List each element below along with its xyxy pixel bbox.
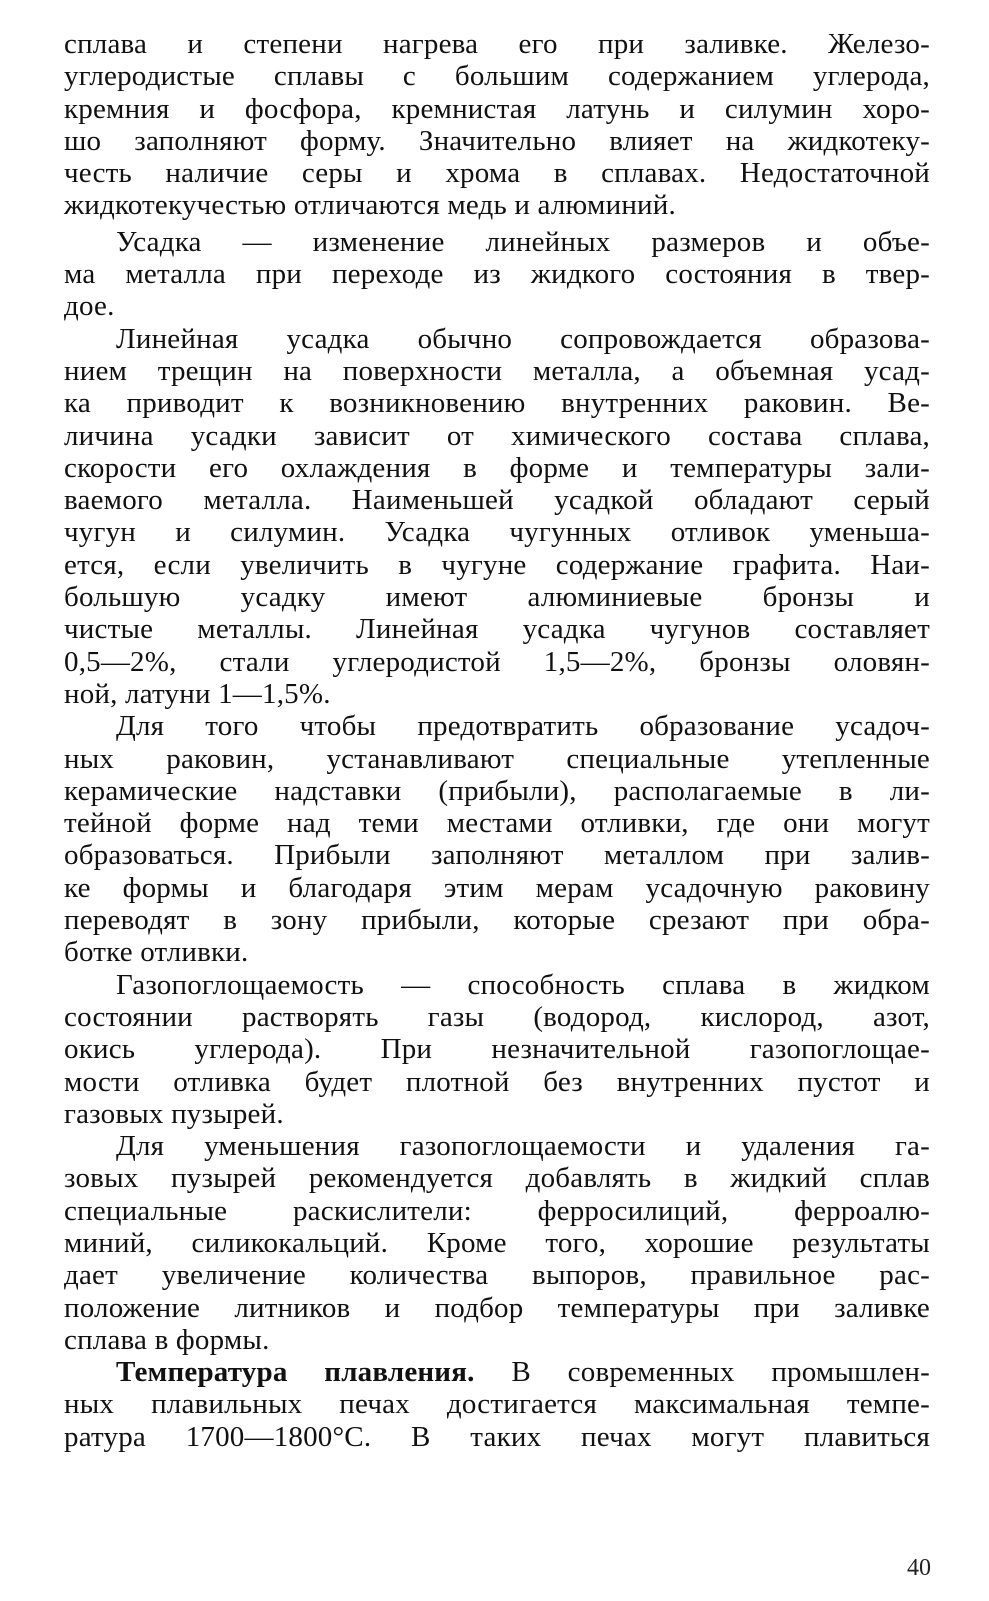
paragraph: [64, 226, 930, 323]
text-line: состоянии растворять газы (водород, кислород, азот,: [64, 1000, 930, 1033]
text-line: тейной форме над теми местами отливки, где они могут: [64, 807, 930, 840]
text-line: ной, латуни 1—1,5%.: [64, 677, 331, 710]
paragraph: [64, 1130, 930, 1356]
text-line: чистые металлы. Линейная усадка чугунов составляет: [64, 613, 930, 646]
text-line: положение литников и подбор температуры при заливке: [64, 1291, 930, 1324]
page-number: 40: [907, 1555, 931, 1581]
text-line: образоваться. Прибыли заполняют металлом при залив-: [64, 839, 930, 872]
text-line: керамические надставки (прибыли), располагаемые в ли-: [64, 774, 930, 807]
text-line: нием трещин на поверхности металла, а объемная усад-: [64, 354, 930, 387]
text-line: чугун и силумин. Усадка чугунных отливок уменьша-: [64, 516, 930, 549]
text-line: Газопоглощаемость — способность сплава в жидком: [116, 968, 930, 1001]
text-line: специальные раскислители: ферросилиций, ферроалю-: [64, 1194, 930, 1227]
paragraph: [64, 710, 930, 968]
text-line: Усадка — изменение линейных размеров и объе-: [116, 225, 930, 258]
text-line: газовых пузырей.: [64, 1097, 284, 1130]
text-line: миний, силикокальций. Кроме того, хорошие результаты: [64, 1226, 930, 1259]
text-line: переводят в зону прибыли, которые срезают при обра-: [64, 904, 930, 937]
text-line: сплава в формы.: [64, 1323, 270, 1356]
section-heading: Температура плавления.: [116, 1356, 475, 1389]
text-line: мости отливка будет плотной без внутренних пустот и: [64, 1065, 930, 1098]
text-line: ных плавильных печах достигается максимальная темпе-: [64, 1388, 930, 1421]
text-line: ратура 1700—1800°С. В таких печах могут плавиться: [64, 1420, 930, 1453]
text-line: Для того чтобы предотвратить образование усадоч-: [116, 710, 930, 743]
text-line: ма металла при переходе из жидкого состояния в твер-: [64, 258, 930, 291]
paragraph: [64, 323, 930, 711]
text-line: ка приводит к возникновению внутренних раковин. Ве-: [64, 387, 930, 420]
text-line: большую усадку имеют алюминиевые бронзы и: [64, 581, 930, 614]
text-line: ных раковин, устанавливают специальные утепленные: [64, 742, 930, 775]
text-line: ется, если увеличить в чугуне содержание графита. Наи-: [64, 548, 930, 581]
text-line: личина усадки зависит от химического состава сплава,: [64, 419, 930, 452]
text-line: сплава и степени нагрева его при заливке. Железо-: [64, 28, 930, 60]
text-line: шо заполняют форму. Значительно влияет на жидкотеку-: [64, 124, 930, 157]
text-line: ботке отливки.: [64, 936, 249, 969]
page-body: [64, 28, 930, 1453]
text-line: жидкотекучестью отличаются медь и алюминий.: [64, 189, 676, 222]
text-line: окись углерода). При незначительной газопоглощае-: [64, 1033, 930, 1066]
text-line: ваемого металла. Наименьшей усадкой обладают серый: [64, 484, 930, 517]
text-line: 0,5—2%, стали углеродистой 1,5—2%, бронзы оловян-: [64, 645, 930, 678]
text-run: В современных промышлен-: [474, 1356, 930, 1389]
text-line: дое.: [64, 290, 115, 323]
text-line: ке формы и благодаря этим мерам усадочную раковину: [64, 871, 930, 904]
text-line: честь наличие серы и хрома в сплавах. Недостаточной: [64, 157, 930, 190]
text-line: дает увеличение количества выпоров, правильное рас-: [64, 1259, 930, 1292]
text-line: Для уменьшения газопоглощаемости и удаления га-: [116, 1130, 930, 1163]
paragraph: [64, 28, 930, 222]
text-line: углеродистые сплавы с большим содержанием углерода,: [64, 60, 930, 93]
text-line: скорости его охлаждения в форме и температуры зали-: [64, 451, 930, 484]
paragraph: [64, 1356, 930, 1453]
text-line: Линейная усадка обычно сопровождается образова-: [116, 322, 930, 355]
text-line: зовых пузырей рекомендуется добавлять в жидкий сплав: [64, 1162, 930, 1195]
paragraph: [64, 969, 930, 1130]
text-line: кремния и фосфора, кремнистая латунь и силумин хоро-: [64, 92, 930, 125]
text-line: [64, 1356, 930, 1388]
